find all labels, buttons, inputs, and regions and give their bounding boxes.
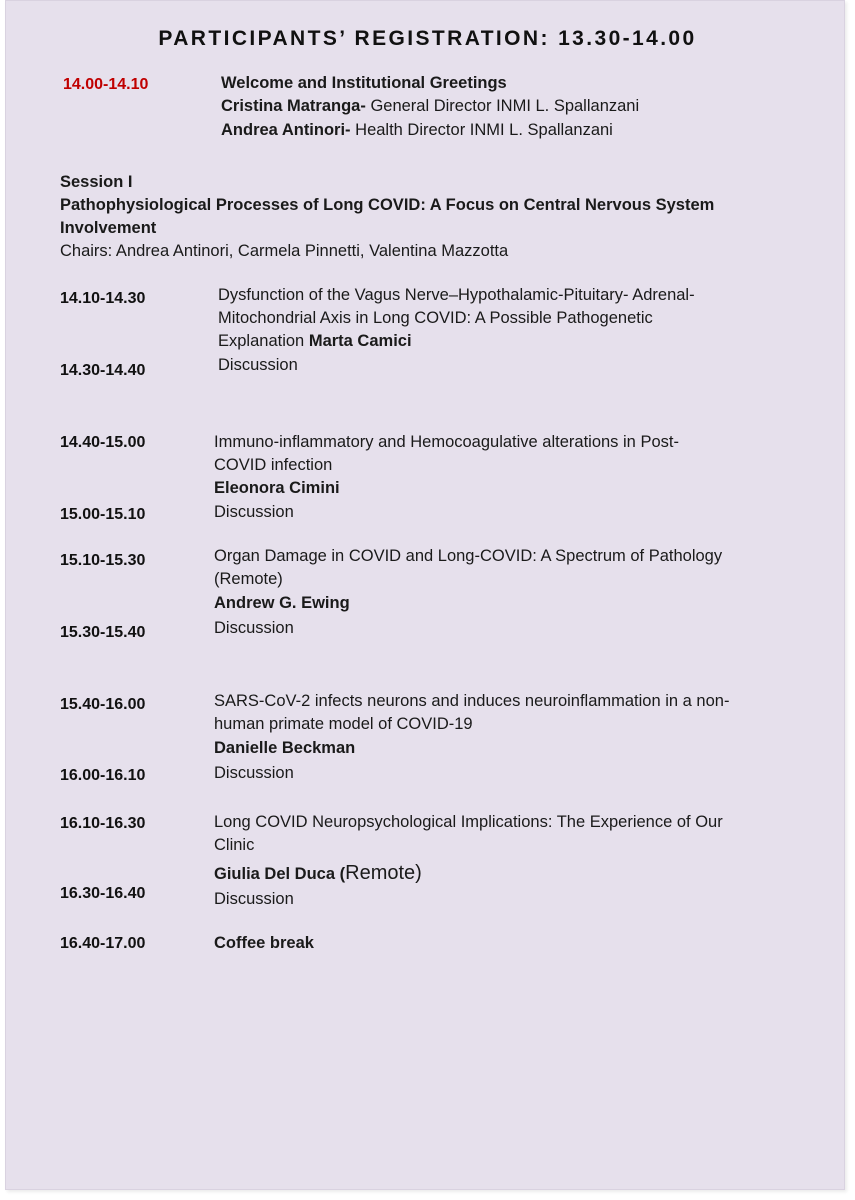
talk-5-title-line-2: Clinic [214,836,255,854]
welcome-time: 14.00-14.10 [63,76,149,93]
talk-5-discussion-time: 16.30-16.40 [60,885,146,902]
talk-2-speaker: Eleonora Cimini [214,479,340,497]
talk-5-title-line-1: Long COVID Neuropsychological Implications: The Experience of Our [214,813,723,831]
talk-4-time: 15.40-16.00 [60,696,146,713]
talk-4-title-line-1: SARS-CoV-2 infects neurons and induces neuroinflammation in a non- [214,692,730,710]
session-label: Session I [60,173,133,191]
talk-4-speaker: Danielle Beckman [214,739,356,757]
talk-3-discussion: Discussion [214,619,294,637]
talk-5-discussion: Discussion [214,890,294,908]
talk-5-speaker: Giulia Del Duca (Remote) [214,862,422,884]
talk-2-discussion: Discussion [214,503,294,521]
welcome-heading: Welcome and Institutional Greetings [221,74,507,92]
talk-3-speaker: Andrew G. Ewing [214,594,350,612]
coffee-break-time: 16.40-17.00 [60,935,146,952]
talk-1-title-line-2: Mitochondrial Axis in Long COVID: A Possible Pathogenetic [218,309,653,327]
talk-1-time: 14.10-14.30 [60,290,146,307]
talk-3-title-line-2: (Remote) [214,570,283,588]
talk-2-time: 14.40-15.00 [60,434,146,451]
talk-3-discussion-time: 15.30-15.40 [60,624,146,641]
welcome-speaker-1: Cristina Matranga- General Director INMI L. Spallanzani [221,97,640,115]
talk-2-discussion-time: 15.00-15.10 [60,506,146,523]
talk-4-discussion-time: 16.00-16.10 [60,767,146,784]
session-title-line-1: Pathophysiological Processes of Long COVID: A Focus on Central Nervous System [60,196,715,214]
session-chairs: Chairs: Andrea Antinori, Carmela Pinnetti, Valentina Mazzotta [60,242,509,260]
talk-1-discussion: Discussion [218,356,298,374]
talk-3-title-line-1: Organ Damage in COVID and Long-COVID: A Spectrum of Pathology [214,547,723,565]
welcome-speaker-2: Andrea Antinori- Health Director INMI L. Spallanzani [221,121,613,139]
talk-4-title-line-2: human primate model of COVID-19 [214,715,473,733]
talk-1-title-line-3: Explanation Marta Camici [218,332,412,350]
coffee-break-label: Coffee break [214,934,314,952]
talk-1-discussion-time: 14.30-14.40 [60,362,146,379]
talk-5-time: 16.10-16.30 [60,815,146,832]
talk-2-title-line-1: Immuno-inflammatory and Hemocoagulative alterations in Post- [214,433,679,451]
talk-2-title-line-2: COVID infection [214,456,333,474]
session-title-line-2: Involvement [60,219,157,237]
talk-1-title-line-1: Dysfunction of the Vagus Nerve–Hypothalamic-Pituitary- Adrenal- [218,286,695,304]
talk-3-time: 15.10-15.30 [60,552,146,569]
talk-1-speaker: Marta Camici [308,332,412,350]
talk-4-discussion: Discussion [214,764,294,782]
page-title: PARTICIPANTS’ REGISTRATION: 13.30-14.00 [158,27,697,50]
